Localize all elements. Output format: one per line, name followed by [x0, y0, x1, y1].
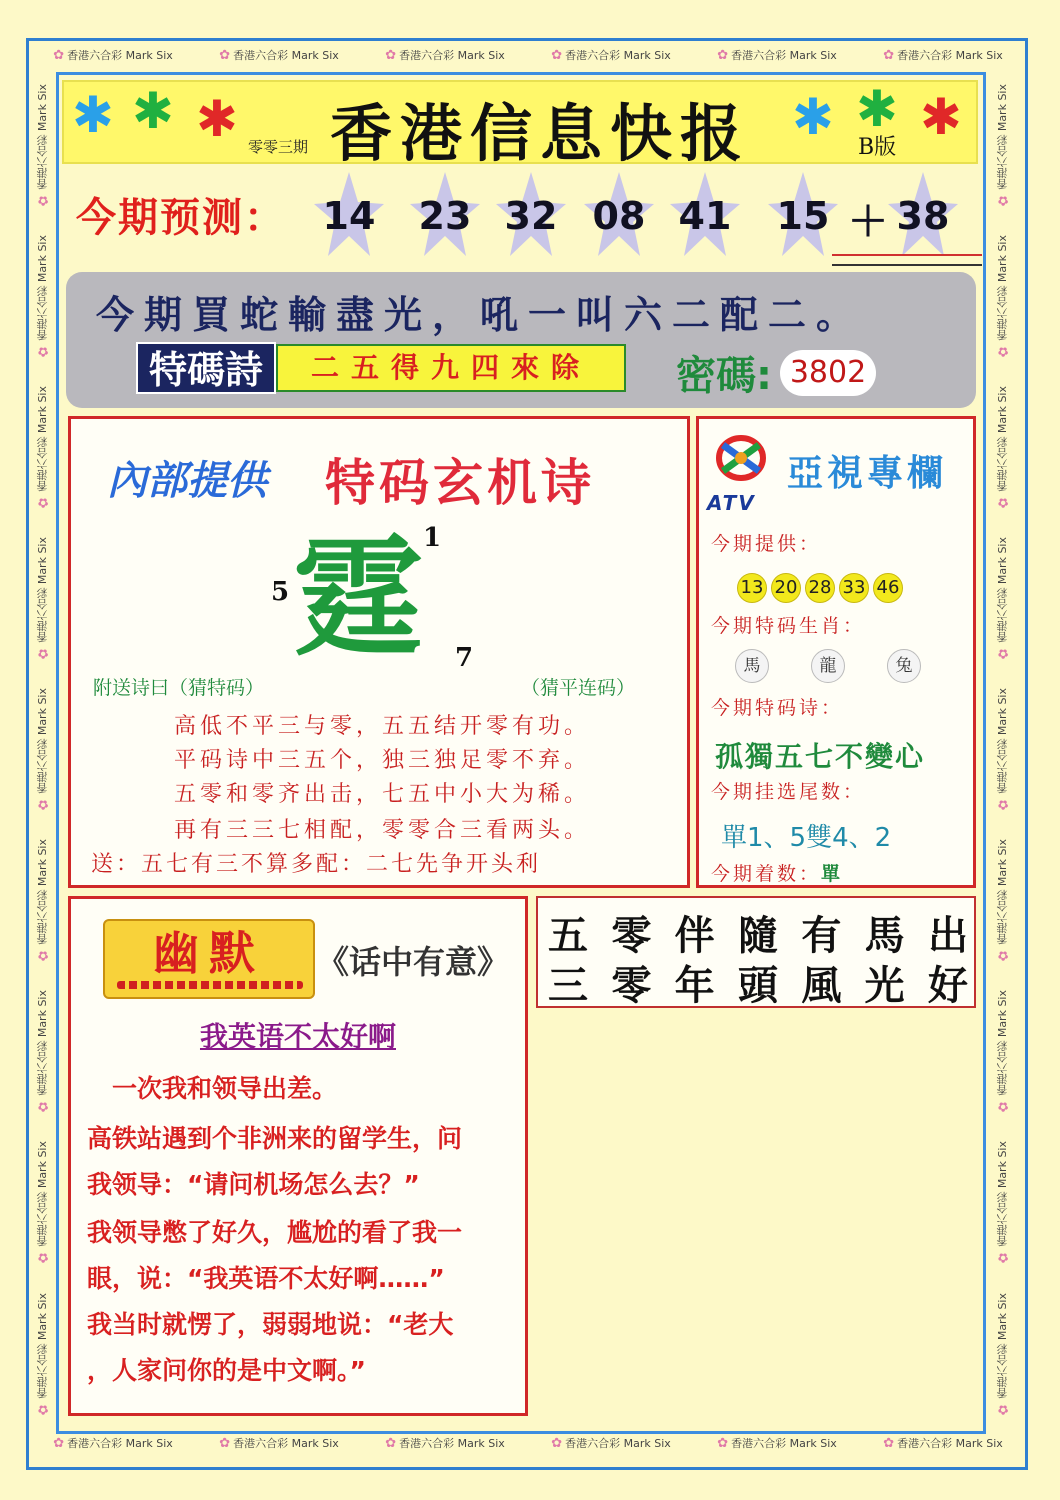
atv-poem: 孤獨五七不變心 [715, 740, 926, 773]
watermark-text: 香港六合彩 Mark Six [399, 49, 505, 62]
border-watermark [35, 235, 51, 359]
verse-line: 送：五七有三不算多配：二七先争开头利 [91, 852, 542, 877]
flower-icon: ✿ [995, 192, 1011, 208]
humor-line: 眼，说：“我英语不太好啊……” [87, 1264, 445, 1293]
watermark-text: 香港六合彩 Mark Six [36, 1292, 49, 1399]
couplet-char: 年 [674, 962, 715, 1009]
watermark-text: 香港六合彩 Mark Six [731, 1437, 837, 1450]
couplet-char: 頭 [737, 962, 778, 1009]
flower-icon: ✿ [35, 947, 51, 963]
flower-icon: ✿ [35, 1401, 51, 1417]
flower-icon: ✿ [35, 1250, 51, 1266]
humor-line: 我当时就愣了，弱弱地说：“老大 [87, 1310, 454, 1339]
verse-line: 五零和零齐出击，七五中小大为稀。 [173, 782, 590, 807]
watermark-text: 香港六合彩 Mark Six [36, 688, 49, 794]
bet-label: 今期着数： [711, 863, 822, 885]
number-ball: 46 [873, 573, 903, 603]
asterisk-icon: ✱ [920, 88, 962, 146]
flower-icon: ✿ [35, 192, 51, 208]
plus-sign: ＋ [848, 199, 888, 245]
number-ball: 33 [839, 573, 869, 603]
humor-line: 我领导憋了好久，尴尬的看了我一 [87, 1218, 463, 1247]
couplet-char: 三 [548, 962, 588, 1009]
border-watermark [551, 1435, 671, 1451]
hint-line: 今期買蛇輸盡光，吼一叫六二配二。 [96, 293, 865, 337]
mystery-poem-heading: 特码玄机诗 [325, 454, 595, 512]
flower-icon: ✿ [53, 47, 65, 63]
border-watermark [53, 1435, 173, 1451]
page-title: 香港信息快报 [329, 97, 750, 170]
watermark-text: 香港六合彩 Mark Six [67, 1437, 173, 1450]
border-bottom [30, 1432, 1026, 1454]
asterisk-icon: ✱ [72, 86, 114, 144]
couplet-char: 有 [801, 912, 842, 959]
underline [832, 264, 982, 266]
couplet-char: 光 [864, 962, 905, 1009]
star-number: 15 [768, 172, 838, 258]
verse-line: 平码诗中三五个，独三独足零不弃。 [173, 748, 590, 773]
bet-row [711, 859, 843, 886]
border-watermark [995, 1293, 1011, 1417]
flower-icon: ✿ [995, 796, 1011, 812]
humor-subtitle: 《话中有意》 [317, 943, 510, 981]
watermark-text: 香港六合彩 Mark Six [996, 990, 1009, 1097]
asterisk-icon: ✱ [856, 80, 898, 138]
flower-icon: ✿ [53, 1435, 65, 1451]
number-ball: 13 [737, 573, 767, 603]
couplet-line [548, 904, 968, 961]
zodiac-badge: 龍 [811, 649, 845, 683]
atv-logo-icon [711, 433, 771, 483]
border-watermark [35, 839, 51, 963]
watermark-text: 香港六合彩 Mark Six [996, 1141, 1009, 1248]
underline [832, 254, 982, 256]
couplet-char: 伴 [674, 912, 715, 959]
couplet-char: 零 [611, 962, 652, 1009]
watermark-text: 香港六合彩 Mark Six [36, 385, 49, 492]
flower-icon: ✿ [35, 343, 51, 359]
glyph-number: 5 [271, 577, 290, 607]
border-watermark [219, 1435, 339, 1451]
flower-icon: ✿ [219, 1435, 231, 1451]
flower-icon: ✿ [35, 494, 51, 510]
flower-icon: ✿ [385, 1435, 397, 1451]
zodiac-badge: 兔 [887, 649, 921, 683]
watermark-text: 香港六合彩 Mark Six [996, 839, 1009, 945]
couplet-char: 風 [801, 962, 842, 1009]
watermark-text: 香港六合彩 Mark Six [36, 839, 49, 945]
couplet-char: 好 [927, 962, 968, 1009]
humor-badge-text: 幽默 [153, 926, 265, 980]
header-banner [62, 80, 978, 170]
watermark-text: 香港六合彩 Mark Six [897, 49, 1003, 62]
atv-poem-label: 今期特码诗： [711, 697, 844, 719]
border-watermark [35, 386, 51, 510]
flower-icon: ✿ [219, 47, 231, 63]
watermark-text: 香港六合彩 Mark Six [36, 990, 49, 1097]
flower-icon: ✿ [717, 47, 729, 63]
provide-label: 今期提供： [711, 533, 822, 555]
border-watermark [35, 1141, 51, 1265]
border-watermark [717, 1435, 837, 1451]
watermark-text: 香港六合彩 Mark Six [36, 83, 49, 190]
watermark-text: 香港六合彩 Mark Six [233, 49, 339, 62]
flower-icon: ✿ [551, 47, 563, 63]
asterisk-icon: ✱ [196, 90, 238, 148]
couplet-char: 出 [927, 912, 968, 959]
watermark-text: 香港六合彩 Mark Six [996, 688, 1009, 794]
zodiac-badge: 馬 [735, 649, 769, 683]
watermark-text: 香港六合彩 Mark Six [996, 537, 1009, 643]
couplet-char: 五 [548, 912, 588, 959]
riddle-glyph: 霆 [293, 521, 424, 674]
watermark-text: 香港六合彩 Mark Six [36, 234, 49, 341]
badge-stripe [117, 981, 303, 989]
border-watermark [995, 386, 1011, 510]
tail-value: 單1、5雙4、2 [721, 823, 892, 853]
flower-icon: ✿ [883, 1435, 895, 1451]
border-watermark [219, 47, 339, 63]
flower-icon: ✿ [35, 645, 51, 661]
watermark-text: 香港六合彩 Mark Six [36, 1141, 49, 1248]
number-ball: 28 [805, 573, 835, 603]
border-watermark [995, 1141, 1011, 1265]
humor-line: 高铁站遇到个非洲来的留学生，问 [87, 1124, 463, 1153]
watermark-text: 香港六合彩 Mark Six [67, 49, 173, 62]
hint-panel [66, 272, 976, 408]
internal-heading: 內部提供 [107, 458, 267, 504]
border-watermark [53, 47, 173, 63]
couplet-char: 馬 [864, 912, 905, 959]
glyph-number: 7 [455, 643, 474, 673]
bet-value: 單 [821, 863, 844, 885]
password-label: 密碼: [676, 353, 772, 399]
star-number: 14 [314, 172, 384, 258]
watermark-text: 香港六合彩 Mark Six [36, 537, 49, 643]
atv-logo-text: ATV [707, 491, 756, 515]
star-special-number: 38 [888, 172, 958, 258]
watermark-text: 香港六合彩 Mark Six [996, 83, 1009, 190]
edition-label: B版 [858, 135, 897, 160]
border-watermark [35, 84, 51, 208]
watermark-text: 香港六合彩 Mark Six [233, 1437, 339, 1450]
watermark-text: 香港六合彩 Mark Six [565, 1437, 671, 1450]
zodiac-label: 今期特码生肖： [711, 615, 866, 637]
watermark-text: 香港六合彩 Mark Six [399, 1437, 505, 1450]
prediction-row [62, 172, 978, 264]
couplet-box [536, 896, 976, 1008]
flower-icon: ✿ [995, 1099, 1011, 1115]
border-watermark [995, 537, 1011, 661]
star-number: 08 [584, 172, 654, 258]
watermark-text: 香港六合彩 Mark Six [565, 49, 671, 62]
flower-icon: ✿ [995, 645, 1011, 661]
flower-icon: ✿ [995, 1250, 1011, 1266]
attach-label: （猜平连码） [521, 677, 636, 699]
border-watermark [35, 1293, 51, 1417]
poem-text: 二五得九四來除 [276, 344, 626, 392]
password-value: 3802 [780, 350, 876, 396]
border-watermark [995, 84, 1011, 208]
border-watermark [717, 47, 837, 63]
flower-icon: ✿ [995, 1401, 1011, 1417]
poem-label: 特碼詩 [136, 342, 276, 394]
border-watermark [995, 839, 1011, 963]
flower-icon: ✿ [35, 1099, 51, 1115]
flower-icon: ✿ [717, 1435, 729, 1451]
border-watermark [385, 1435, 505, 1451]
flower-icon: ✿ [995, 343, 1011, 359]
attach-label: 附送诗曰（猜特码） [93, 677, 265, 699]
watermark-text: 香港六合彩 Mark Six [996, 1292, 1009, 1399]
border-watermark [883, 47, 1003, 63]
border-right [992, 70, 1014, 1430]
flower-icon: ✿ [385, 47, 397, 63]
humor-box [68, 896, 528, 1416]
asterisk-icon: ✱ [132, 82, 174, 140]
watermark-text: 香港六合彩 Mark Six [996, 234, 1009, 341]
border-left [32, 70, 54, 1430]
border-watermark [385, 47, 505, 63]
verse-line: 高低不平三与零，五五结开零有功。 [173, 714, 590, 739]
issue-label: 零零三期 [248, 138, 309, 156]
border-watermark [35, 688, 51, 812]
watermark-text: 香港六合彩 Mark Six [897, 1437, 1003, 1450]
star-number: 23 [410, 172, 480, 258]
border-top [30, 44, 1026, 66]
border-watermark [995, 688, 1011, 812]
couplet-char: 零 [611, 912, 652, 959]
star-number: 32 [496, 172, 566, 258]
prediction-label: 今期预测： [76, 195, 286, 241]
internal-poem-box [68, 416, 690, 888]
atv-column [696, 416, 976, 888]
border-watermark [35, 537, 51, 661]
star-number: 41 [670, 172, 740, 258]
atv-title: 亞視專欄 [787, 453, 948, 494]
humor-title: 我英语不太好啊 [199, 1020, 396, 1053]
border-watermark [995, 235, 1011, 359]
tail-label: 今期挂选尾数： [711, 781, 866, 803]
flower-icon: ✿ [883, 47, 895, 63]
border-watermark [883, 1435, 1003, 1451]
watermark-text: 香港六合彩 Mark Six [731, 49, 837, 62]
humor-line: 一次我和领导出差。 [87, 1074, 338, 1103]
humor-badge [103, 919, 315, 999]
glyph-number: 1 [423, 523, 442, 553]
flower-icon: ✿ [551, 1435, 563, 1451]
couplet-char: 隨 [737, 912, 778, 959]
asterisk-icon: ✱ [792, 88, 834, 146]
verse-line: 再有三三七相配，零零合三看两头。 [173, 818, 590, 843]
humor-line: 我领导：“请问机场怎么去？” [87, 1170, 420, 1199]
flower-icon: ✿ [35, 796, 51, 812]
watermark-text: 香港六合彩 Mark Six [996, 385, 1009, 492]
border-watermark [995, 990, 1011, 1114]
number-ball: 20 [771, 573, 801, 603]
flower-icon: ✿ [995, 947, 1011, 963]
border-watermark [35, 990, 51, 1114]
flower-icon: ✿ [995, 494, 1011, 510]
border-watermark [551, 47, 671, 63]
couplet-line [548, 954, 968, 1011]
humor-line: ，人家问你的是中文啊。” [87, 1356, 366, 1385]
